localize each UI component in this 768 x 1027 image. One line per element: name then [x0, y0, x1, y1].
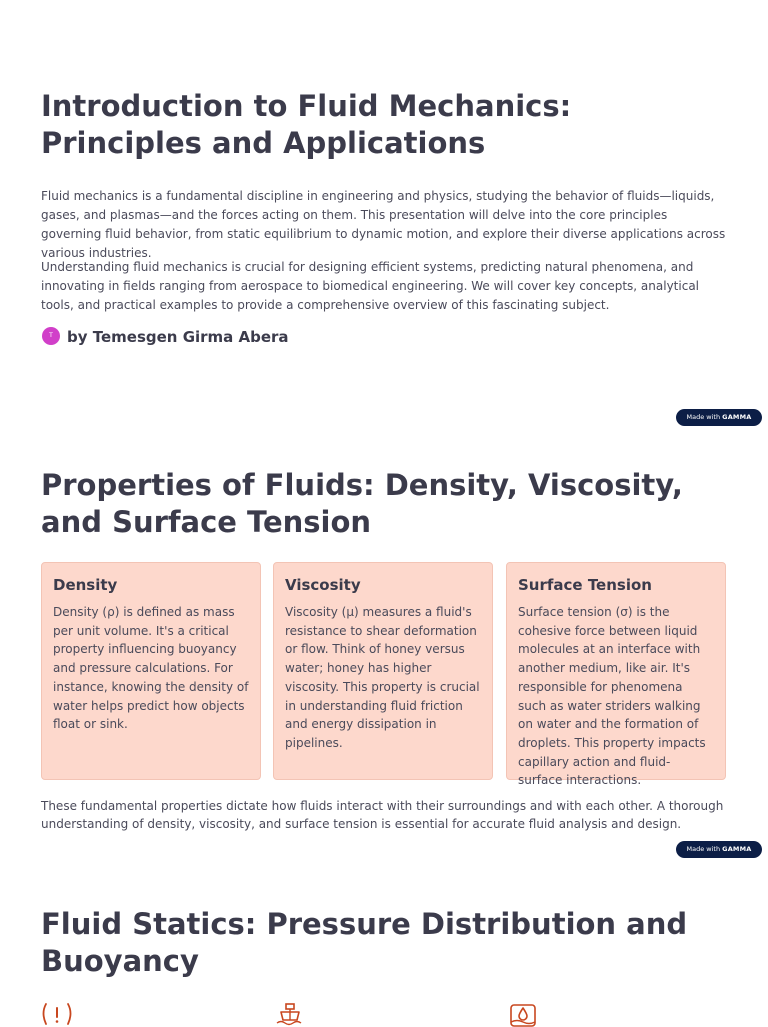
author-name: by Temesgen Girma Abera [67, 328, 289, 346]
made-with-gamma-badge[interactable] [676, 841, 762, 858]
slide-1-title-line-2: Principles and Applications [41, 126, 486, 160]
water-drop-map-icon [507, 1001, 541, 1027]
avatar: T [42, 327, 60, 345]
density-card-body: Density (ρ) is defined as mass per unit volume. It's a critical property influencing buoyancy and pressure calculations. For instance, knowing the density of water helps predict how objects float or sink. [53, 605, 249, 732]
slide-1-paragraph-2: Understanding fluid mechanics is crucial for designing efficient systems, predicting natural phenomena, and innovating in fields ranging from aerospace to biomedical engineering. We will cover key concepts, analytical tools, and practical examples to provide a comprehensive overview of this fascinating subject. [41, 260, 700, 312]
badge-brand: GAMMA [722, 413, 752, 421]
badge-prefix: Made with [686, 845, 721, 853]
slide-1 [0, 0, 768, 432]
slide-2-title-line-2: and Surface Tension [41, 505, 372, 539]
badge-prefix: Made with [686, 413, 721, 421]
density-card-title: Density [53, 576, 118, 594]
slide-1-title-line-1: Introduction to Fluid Mechanics: [41, 89, 572, 123]
density-card [41, 562, 261, 780]
slide-3-title-line-1: Fluid Statics: Pressure Distribution and [41, 907, 688, 941]
slide-2-title [41, 467, 751, 541]
surface-tension-card-body: Surface tension (σ) is the cohesive force between liquid molecules at an interface with another medium, like air. It's responsible for phenomena such as water striders walking on water and the formation of droplets. This property impacts capillary action and fluid-surface interactions. [518, 605, 706, 788]
pressure-warning-icon [40, 1001, 74, 1027]
slide-2-footer-text: These fundamental properties dictate how fluids interact with their surroundings and with each other. A thorough understanding of density, viscosity, and surface tension is essential for accurate fluid analysis and design. [41, 799, 724, 831]
surface-tension-card [506, 562, 726, 788]
viscosity-card [273, 562, 493, 780]
slide-1-paragraph-1: Fluid mechanics is a fundamental discipline in engineering and physics, studying the behavior of fluids—liquids, gases, and plasmas—and the forces acting on them. This presentation will delve into the core principles governing fluid behavior, from static equilibrium to dynamic motion, and explore their diverse applications across various industries. [41, 189, 726, 260]
viscosity-card-body: Viscosity (μ) measures a fluid's resistance to shear deformation or flow. Think of honey versus water; honey has higher viscosity. This property is crucial in understanding fluid friction and energy dissipation in pipelines. [285, 605, 480, 750]
badge-brand: GAMMA [722, 845, 752, 853]
viscosity-card-title: Viscosity [285, 576, 361, 594]
ship-icon [273, 1001, 307, 1027]
surface-tension-card-title: Surface Tension [518, 576, 652, 594]
made-with-gamma-badge[interactable] [676, 409, 762, 426]
slide-3-title-line-2: Buoyancy [41, 944, 199, 978]
slide-2-title-line-1: Properties of Fluids: Density, Viscosity, [41, 468, 683, 502]
slide-1-title [41, 88, 741, 162]
slide-3-title [41, 906, 751, 980]
